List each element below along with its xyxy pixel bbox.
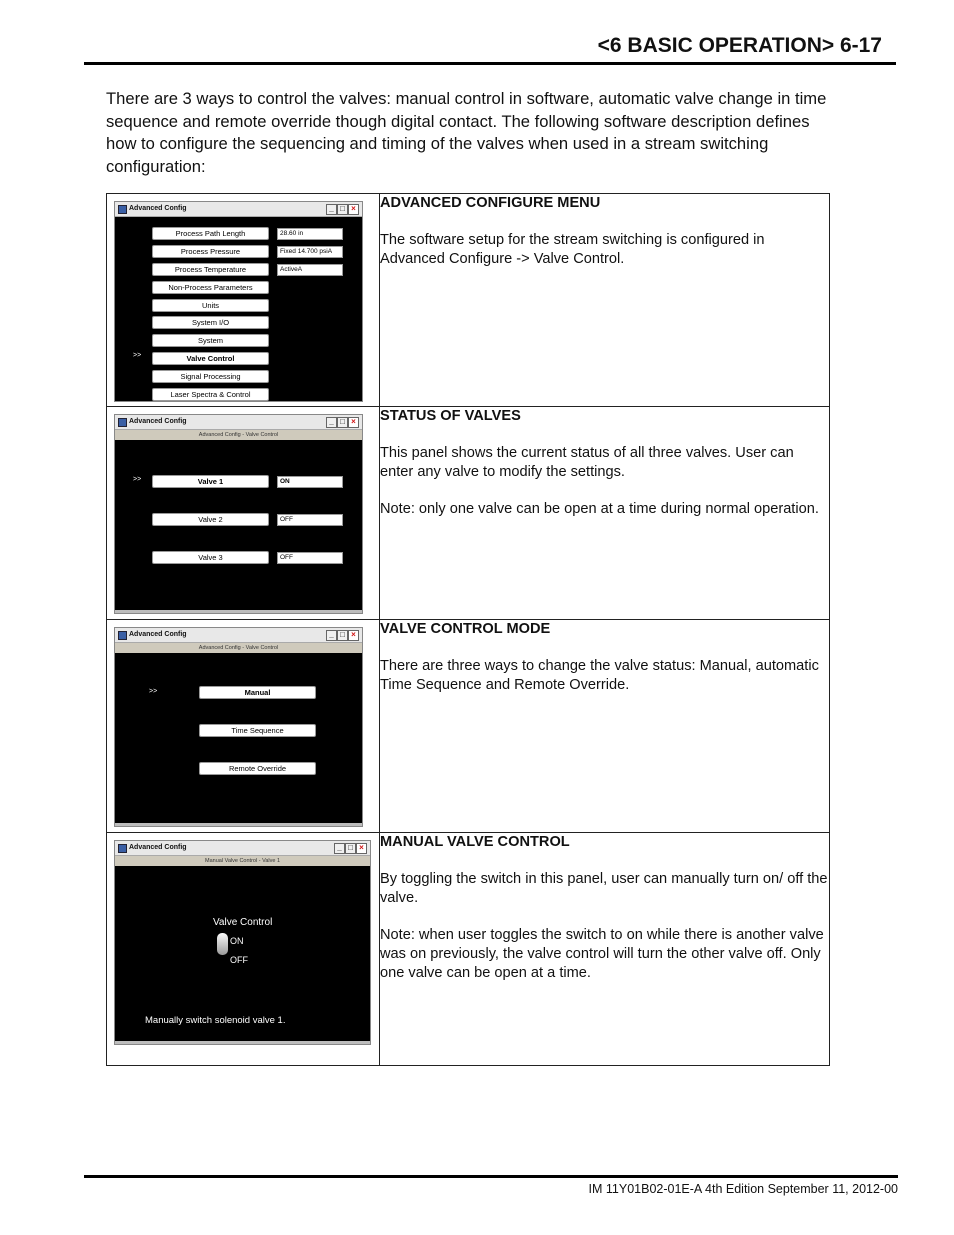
screenshot-cell bbox=[107, 620, 380, 833]
description-cell bbox=[380, 833, 830, 1066]
window-subtitle: Manual Valve Control - Valve 1 bbox=[115, 856, 370, 866]
section-title: ADVANCED CONFIGURE MENU bbox=[380, 195, 601, 211]
screenshot-cell bbox=[107, 833, 380, 1066]
menu-system-io[interactable]: System I/O bbox=[152, 316, 269, 329]
valve-config-table bbox=[106, 193, 830, 1066]
maximize-icon[interactable]: □ bbox=[345, 843, 356, 854]
close-icon[interactable]: × bbox=[348, 417, 359, 428]
footer-rule bbox=[84, 1175, 898, 1178]
window-title: Advanced Config bbox=[129, 205, 187, 212]
menu-non-process-parameters[interactable]: Non-Process Parameters bbox=[152, 281, 269, 294]
temperature-value: ActiveA bbox=[277, 264, 343, 276]
description-text: There are three ways to change the valve status: Manual, automatic Time Sequence and Remote Override. bbox=[380, 658, 819, 693]
valve-mode-window bbox=[114, 627, 363, 827]
menu-valve-control[interactable]: Valve Control bbox=[152, 352, 269, 365]
table-row bbox=[107, 407, 830, 620]
manual-valve-window bbox=[114, 840, 371, 1045]
table-row bbox=[107, 620, 830, 833]
valve-status-window bbox=[114, 414, 363, 614]
description-cell bbox=[380, 620, 830, 833]
intro-paragraph: There are 3 ways to control the valves: manual control in software, automatic valve change in time sequence and remote override though digital contact. The following software description defines how to configure the sequencing and timing of the valves when used in a stream switching configuration: bbox=[106, 89, 827, 176]
mode-time-sequence-button[interactable]: Time Sequence bbox=[199, 724, 316, 737]
window-subtitle: Advanced Config - Valve Control bbox=[115, 430, 362, 440]
menu-process-temperature[interactable]: Process Temperature bbox=[152, 263, 269, 276]
advanced-config-window bbox=[114, 201, 363, 402]
section-title: MANUAL VALVE CONTROL bbox=[380, 834, 570, 850]
valve-control-label: Valve Control bbox=[213, 917, 273, 928]
pressure-value: Fixed 14.700 psiA bbox=[277, 246, 343, 258]
maximize-icon[interactable]: □ bbox=[337, 630, 348, 641]
window-bottom-bar bbox=[115, 610, 362, 613]
window-titlebar bbox=[115, 415, 362, 430]
table-row bbox=[107, 833, 830, 1066]
valve-2-state: OFF bbox=[277, 514, 343, 526]
window-title: Advanced Config bbox=[129, 418, 187, 425]
toggle-on-label: ON bbox=[230, 936, 244, 946]
close-icon[interactable]: × bbox=[348, 204, 359, 215]
app-icon bbox=[118, 844, 127, 853]
valve-3-state: OFF bbox=[277, 552, 343, 564]
toggle-off-label: OFF bbox=[230, 955, 248, 965]
description-cell bbox=[380, 194, 830, 407]
app-icon bbox=[118, 418, 127, 427]
description-text: By toggling the switch in this panel, user can manually turn on/ off the valve. bbox=[380, 871, 828, 906]
close-icon[interactable]: × bbox=[348, 630, 359, 641]
selection-marker: >> bbox=[133, 352, 142, 359]
valve-2-button[interactable]: Valve 2 bbox=[152, 513, 269, 526]
note-text: Note: when user toggles the switch to on while there is another valve was on previously, the valve control will turn the other valve off. Only one valve can be open at a time. bbox=[380, 927, 824, 981]
section-title: VALVE CONTROL MODE bbox=[380, 621, 551, 637]
minimize-icon[interactable]: _ bbox=[326, 417, 337, 428]
note-text: Note: only one valve can be open at a time during normal operation. bbox=[380, 501, 819, 517]
menu-system[interactable]: System bbox=[152, 334, 269, 347]
menu-units[interactable]: Units bbox=[152, 299, 269, 312]
page-title: <6 BASIC OPERATION> 6-17 bbox=[597, 34, 882, 57]
valve-toggle-switch[interactable] bbox=[217, 933, 228, 955]
window-bottom-bar bbox=[115, 823, 362, 826]
valve-3-button[interactable]: Valve 3 bbox=[152, 551, 269, 564]
page-header bbox=[84, 30, 896, 65]
valve-1-state: ON bbox=[277, 476, 343, 488]
mode-remote-override-button[interactable]: Remote Override bbox=[199, 762, 316, 775]
screenshot-cell bbox=[107, 407, 380, 620]
window-title: Advanced Config bbox=[129, 631, 187, 638]
mode-manual-button[interactable]: Manual bbox=[199, 686, 316, 699]
screenshot-cell bbox=[107, 194, 380, 407]
minimize-icon[interactable]: _ bbox=[326, 630, 337, 641]
menu-process-pressure[interactable]: Process Pressure bbox=[152, 245, 269, 258]
window-titlebar bbox=[115, 628, 362, 643]
window-titlebar bbox=[115, 841, 370, 856]
minimize-icon[interactable]: _ bbox=[326, 204, 337, 215]
valve-1-button[interactable]: Valve 1 bbox=[152, 475, 269, 488]
window-titlebar bbox=[115, 202, 362, 217]
selection-marker: >> bbox=[149, 688, 158, 695]
description-text: This panel shows the current status of all three valves. User can enter any valve to modify the settings. bbox=[380, 445, 794, 480]
section-title: STATUS OF VALVES bbox=[380, 408, 521, 424]
status-message: Manually switch solenoid valve 1. bbox=[145, 1015, 286, 1026]
selection-marker: >> bbox=[133, 476, 142, 483]
app-icon bbox=[118, 631, 127, 640]
close-icon[interactable]: × bbox=[356, 843, 367, 854]
maximize-icon[interactable]: □ bbox=[337, 417, 348, 428]
app-icon bbox=[118, 205, 127, 214]
menu-process-path-length[interactable]: Process Path Length bbox=[152, 227, 269, 240]
menu-laser-spectra-control[interactable]: Laser Spectra & Control bbox=[152, 388, 269, 401]
menu-signal-processing[interactable]: Signal Processing bbox=[152, 370, 269, 383]
window-subtitle: Advanced Config - Valve Control bbox=[115, 643, 362, 653]
footer-text: IM 11Y01B02-01E-A 4th Edition September 11, 2012-00 bbox=[588, 1182, 898, 1196]
minimize-icon[interactable]: _ bbox=[334, 843, 345, 854]
window-title: Advanced Config bbox=[129, 844, 187, 851]
path-length-value: 28.60 in bbox=[277, 228, 343, 240]
maximize-icon[interactable]: □ bbox=[337, 204, 348, 215]
window-bottom-bar bbox=[115, 1041, 370, 1044]
description-cell bbox=[380, 407, 830, 620]
description-text: The software setup for the stream switching is configured in Advanced Configure -> Valve Control. bbox=[380, 232, 765, 267]
table-row bbox=[107, 194, 830, 407]
